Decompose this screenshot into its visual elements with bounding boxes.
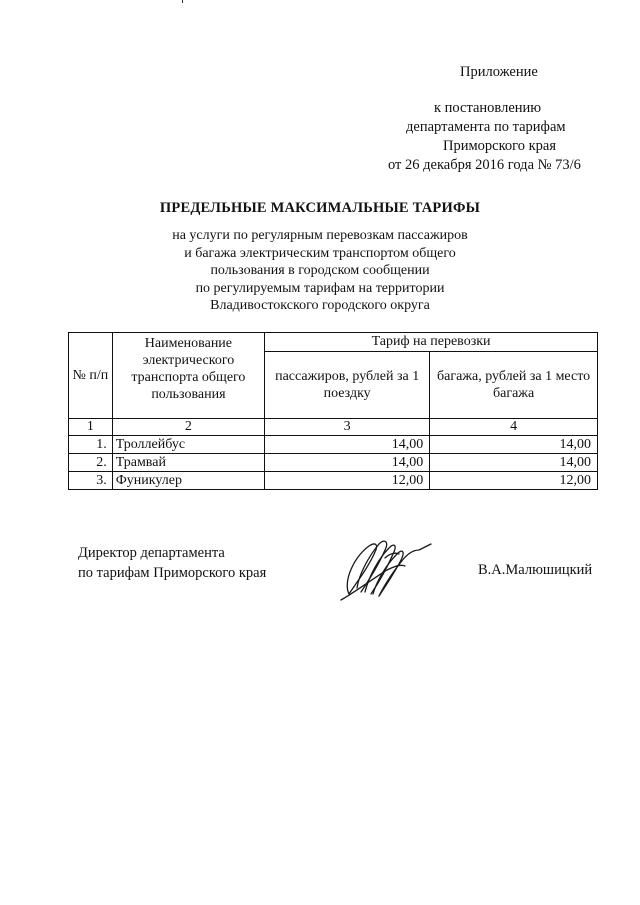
subtitle-line-2: и багажа электрическим транспортом общего xyxy=(184,245,456,261)
header-tariff: Тариф на перевозки xyxy=(265,333,598,352)
appendix-title: Приложение xyxy=(460,64,538,80)
baggage-fare: 12,00 xyxy=(430,472,598,490)
column-numbers-row xyxy=(69,419,598,436)
subtitle-line-3: пользования в городском сообщении xyxy=(210,263,430,278)
signatory-position xyxy=(78,543,266,583)
top-edge-mark xyxy=(182,0,183,3)
subtitle-line-1: на услуги по регулярным перевозкам пассажиров xyxy=(172,228,468,243)
appendix-line-2: департамента по тарифам xyxy=(406,119,566,135)
signatory-position-line-2: по тарифам Приморского края xyxy=(78,565,267,581)
table-row xyxy=(69,436,598,454)
table-header-row xyxy=(69,333,598,352)
column-number-4: 4 xyxy=(430,419,598,436)
tariffs-table xyxy=(68,332,598,490)
header-baggage-fare: багажа, рублей за 1 место багажа xyxy=(430,352,598,419)
appendix-line-3: Приморского края xyxy=(443,138,557,154)
row-number: 1. xyxy=(69,436,113,454)
table-row xyxy=(69,472,598,490)
subtitle-line-5: Владивостокского городского округа xyxy=(210,298,430,313)
appendix-line-1: к постановлению xyxy=(434,100,542,116)
header-number: № п/п xyxy=(69,333,113,419)
column-number-1: 1 xyxy=(69,419,113,436)
table-row xyxy=(69,454,598,472)
signatory-position-line-1: Директор департамента xyxy=(78,545,225,561)
row-number: 3. xyxy=(69,472,113,490)
subtitle-line-4: по регулируемым тарифам на территории xyxy=(195,280,445,296)
transport-name: Фуникулер xyxy=(112,472,264,490)
passenger-fare: 14,00 xyxy=(265,454,430,472)
signatory-name: В.А.Малюшицкий xyxy=(478,562,593,578)
passenger-fare: 12,00 xyxy=(265,472,430,490)
passenger-fare: 14,00 xyxy=(265,436,430,454)
column-number-3: 3 xyxy=(265,419,430,436)
header-transport-name: Наименование электрического транспорта общего пользования xyxy=(112,333,264,419)
document-subtitle xyxy=(0,227,640,315)
appendix-line-4: от 26 декабря 2016 года № 73/6 xyxy=(388,157,581,173)
transport-name: Троллейбус xyxy=(112,436,264,454)
header-passenger-fare: пассажиров, рублей за 1 поездку xyxy=(265,352,430,419)
baggage-fare: 14,00 xyxy=(430,454,598,472)
handwritten-signature xyxy=(335,536,435,606)
baggage-fare: 14,00 xyxy=(430,436,598,454)
column-number-2: 2 xyxy=(112,419,264,436)
transport-name: Трамвай xyxy=(112,454,264,472)
document-title: ПРЕДЕЛЬНЫЕ МАКСИМАЛЬНЫЕ ТАРИФЫ xyxy=(159,200,481,216)
row-number: 2. xyxy=(69,454,113,472)
